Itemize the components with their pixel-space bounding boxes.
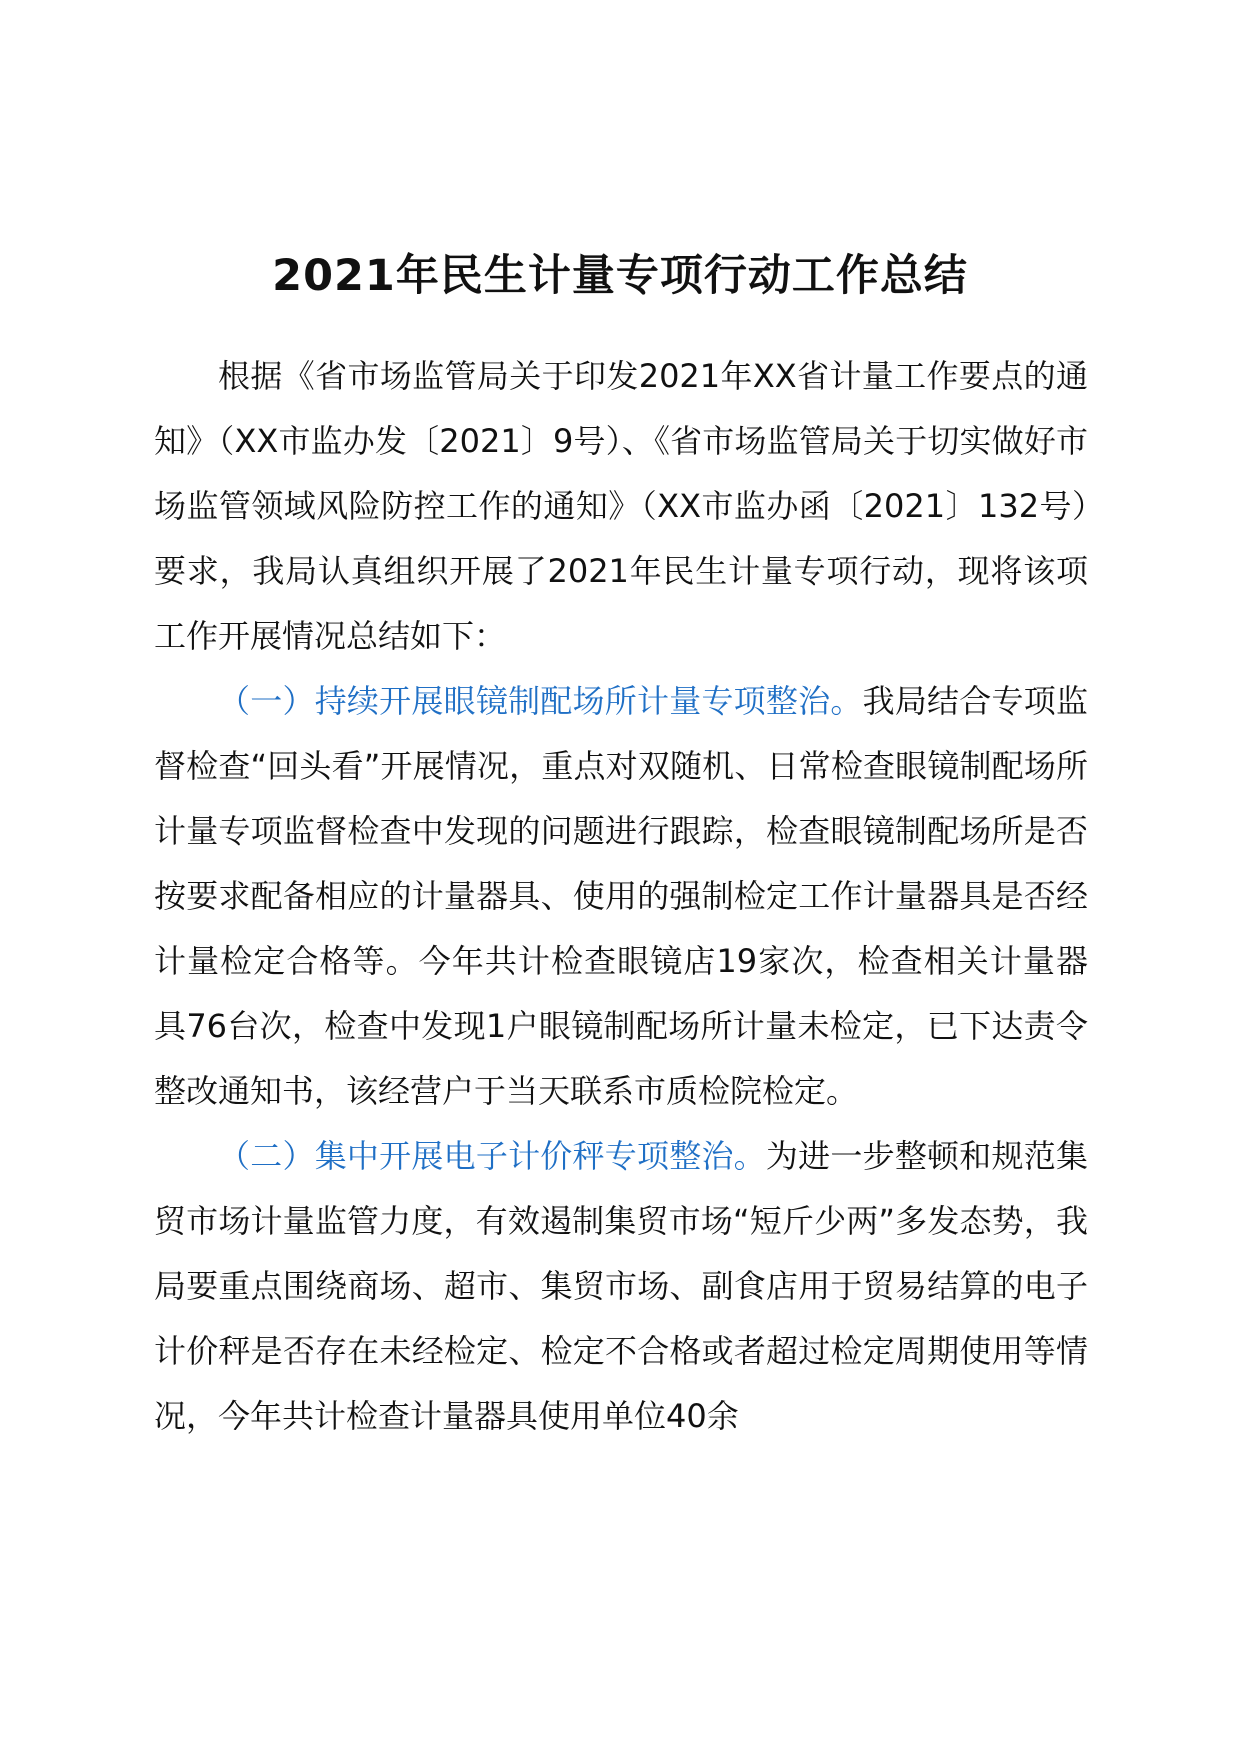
document-title: 2021年民生计量专项行动工作总结	[272, 251, 968, 301]
intro-paragraph-text: 根据《省市场监管局关于印发2021年XX省计量工作要点的通知》（XX市监办发〔2021〕9号）、《省市场监管局关于切实做好市场监管领域风险防控工作的通知》（XX市监办函〔2021〕132号）要求，我局认真组织开展了2021年民生计量专项行动，现将该项工作开展情况总结如下：	[154, 357, 1088, 655]
section-paragraph-2-text: 为进一步整顿和规范集贸市场计量监管力度，有效遏制集贸市场“短斤少两”多发态势，我局要重点围绕商场、超市、集贸市场、副食店用于贸易结算的电子计价秤是否存在未经检定、检定不合格或者超过检定周期使用等情况，今年共计检查计量器具使用单位40余	[154, 1137, 1088, 1435]
section-paragraph-1	[154, 669, 1088, 1124]
section-paragraph-1-text: 我局结合专项监督检查“回头看”开展情况，重点对双随机、日常检查眼镜制配场所计量专项监督检查中发现的问题进行跟踪，检查眼镜制配场所是否按要求配备相应的计量器具、使用的强制检定工作计量器具是否经计量检定合格等。今年共计检查眼镜店19家次，检查相关计量器具76台次，检查中发现1户眼镜制配场所计量未检定，已下达责令整改通知书，该经营户于当天联系市质检院检定。	[154, 682, 1088, 1110]
section-heading-1: （一）持续开展眼镜制配场所计量专项整治。	[218, 682, 863, 720]
section-paragraph-2	[154, 1124, 1088, 1449]
document-body	[154, 344, 1088, 1449]
intro-paragraph	[154, 344, 1088, 669]
section-heading-2: （二）集中开展电子计价秤专项整治。	[218, 1137, 766, 1175]
